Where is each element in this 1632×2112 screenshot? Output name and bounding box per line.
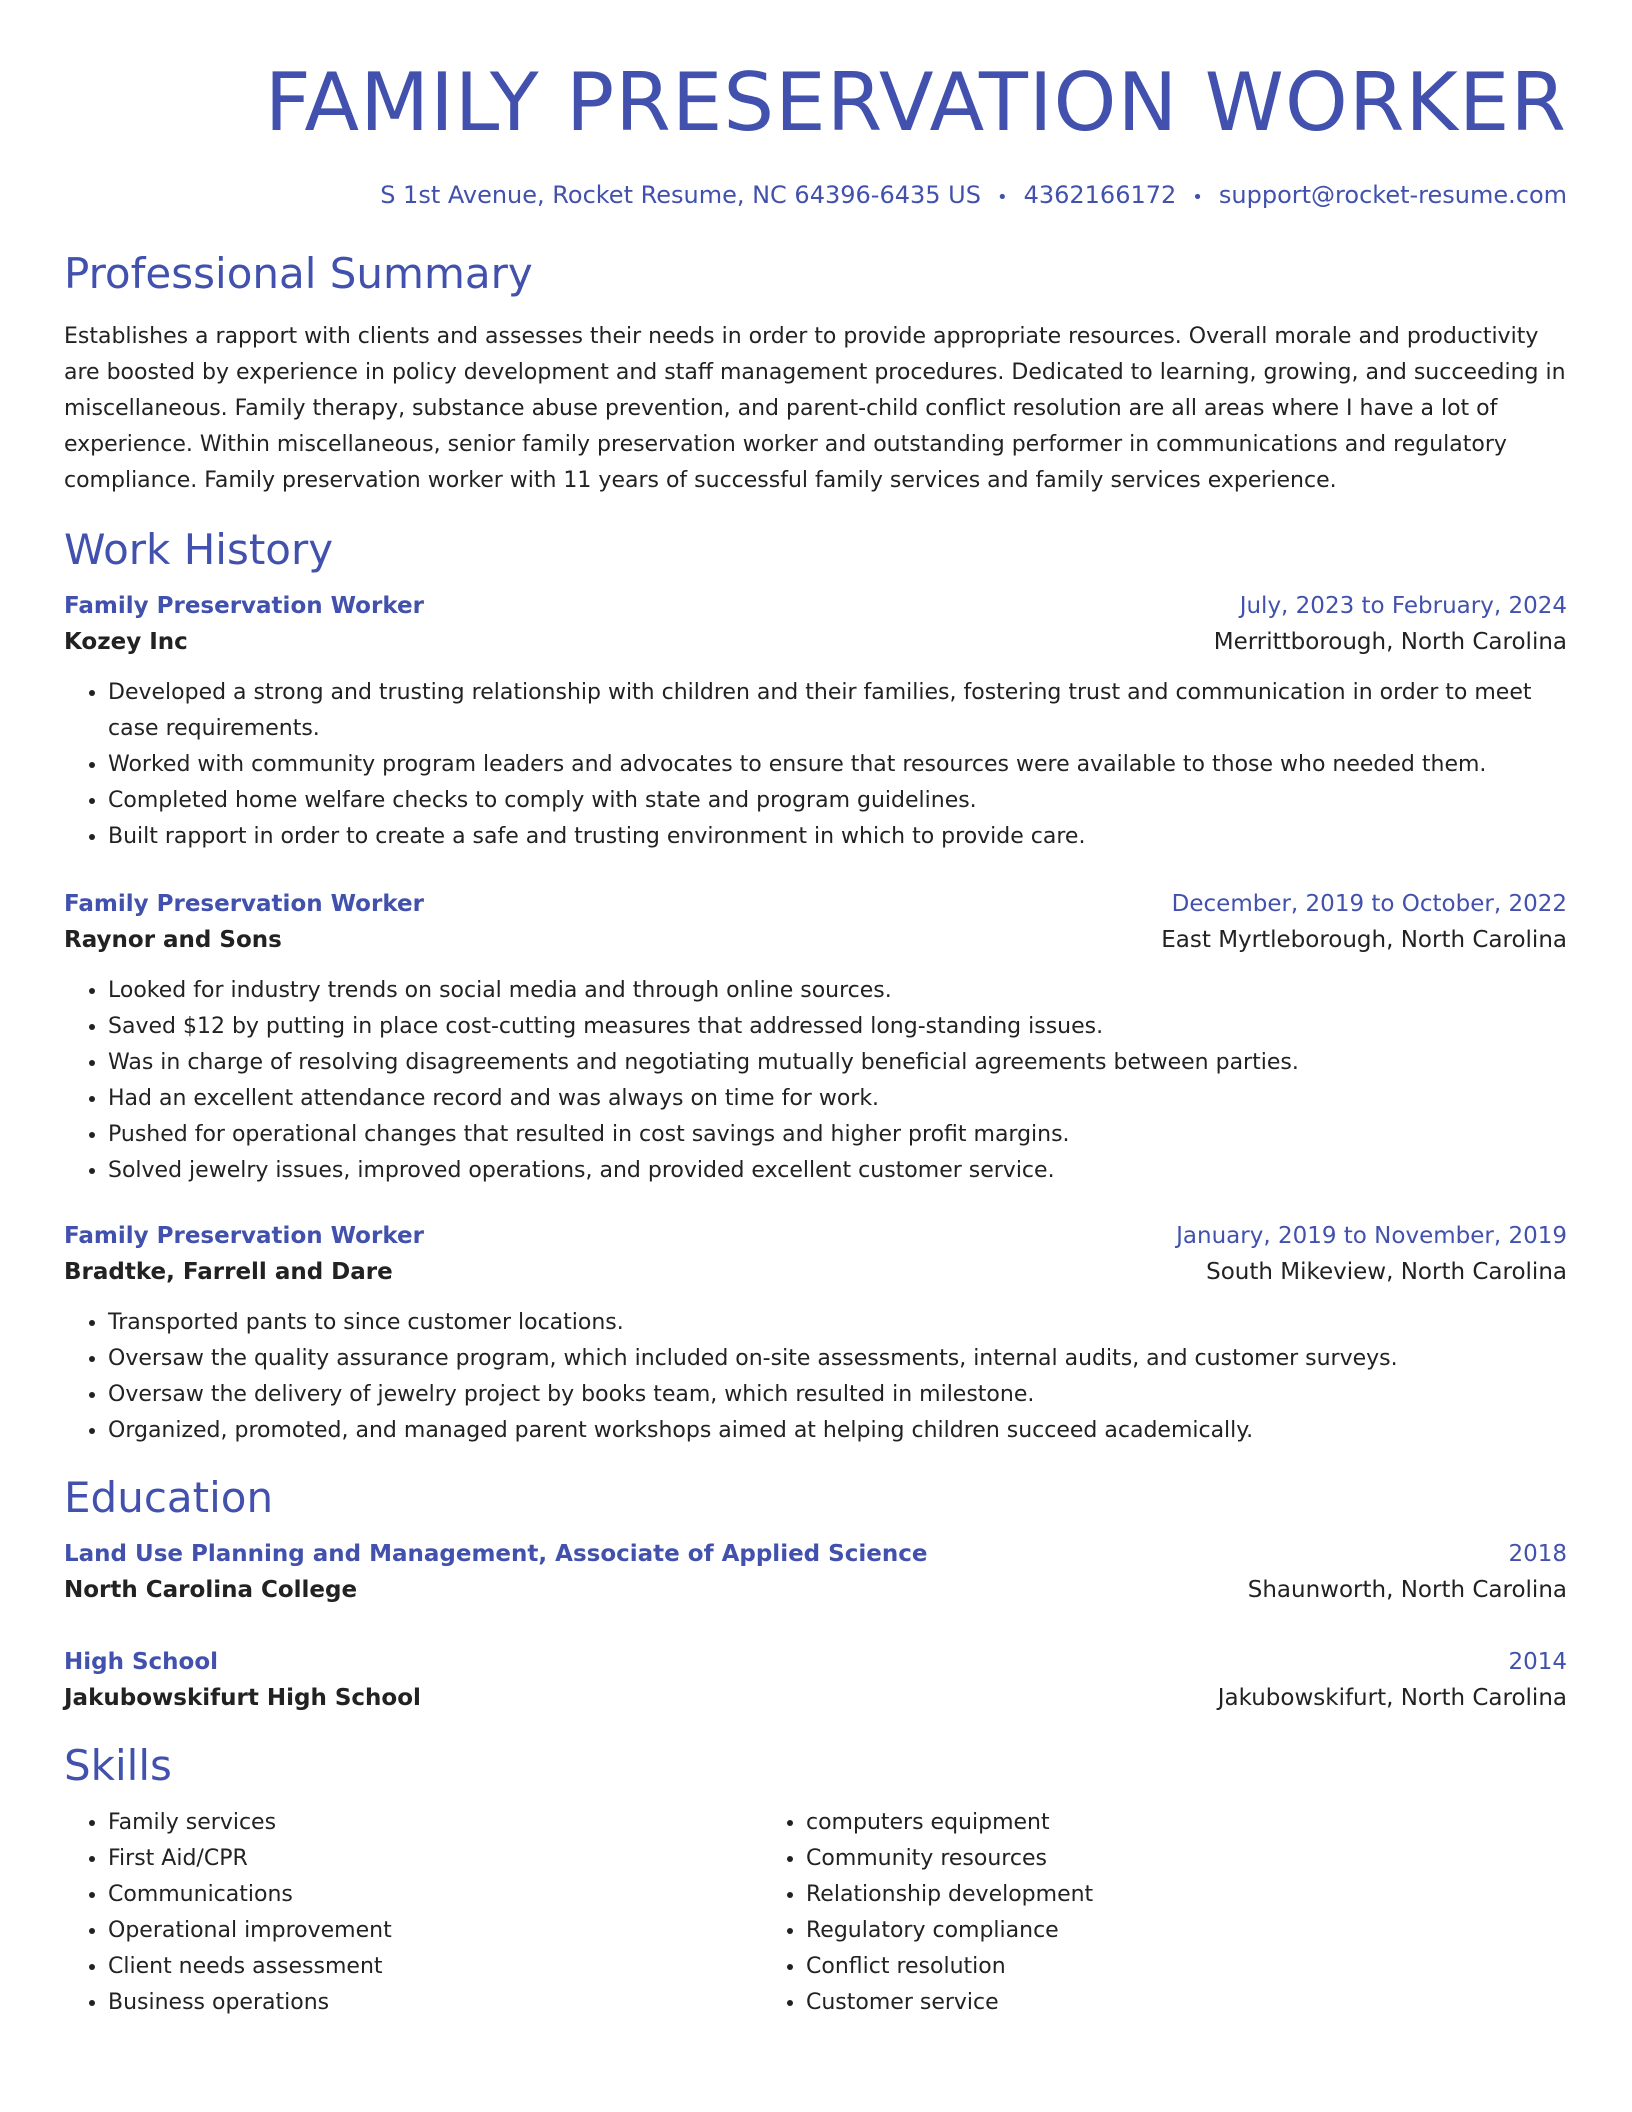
job-dates: January, 2019 to November, 2019 <box>1176 1223 1567 1249</box>
skills-heading: Skills <box>64 1741 172 1790</box>
job-bullet: • Had an excellent attendance record and was always on time for work. <box>108 1081 1567 1117</box>
education-location: Shaunworth, North Carolina <box>1247 1577 1567 1603</box>
skills-section <box>64 1741 1567 2021</box>
skill-item: • Family services <box>108 1805 762 1841</box>
contact-line <box>64 178 1567 215</box>
education-degree: Land Use Planning and Management, Associate of Applied Science <box>64 1541 928 1567</box>
job-company-row <box>64 1253 1567 1291</box>
job-header-row <box>64 887 1567 921</box>
skill-item: • Community resources <box>806 1841 1460 1877</box>
job-title: Family Preservation Worker <box>64 593 424 619</box>
skill-item: • Conflict resolution <box>806 1949 1460 1985</box>
education-entry <box>64 1645 1567 1717</box>
job-bullet: • Developed a strong and trusting relationship with children and their families, fostering trust and communication in order to meet case requirements. <box>108 675 1567 747</box>
job-header-row <box>64 589 1567 623</box>
skill-item: • Regulatory compliance <box>806 1913 1460 1949</box>
work-history-section <box>64 525 1567 1449</box>
skill-item: • Business operations <box>108 1985 762 2021</box>
summary-heading: Professional Summary <box>64 249 533 298</box>
resume-header <box>64 58 1567 215</box>
job-bullet: • Solved jewelry issues, improved operations, and provided excellent customer service. <box>108 1153 1567 1189</box>
job-dates: December, 2019 to October, 2022 <box>1171 891 1567 917</box>
job-bullet: • Pushed for operational changes that resulted in cost savings and higher profit margins. <box>108 1117 1567 1153</box>
education-school: North Carolina College <box>64 1577 358 1603</box>
contact-separator: • <box>1192 187 1203 208</box>
job-company-row <box>64 921 1567 959</box>
contact-address: S 1st Avenue, Rocket Resume, NC 64396-6435 US <box>380 181 981 209</box>
job-bullet: • Built rapport in order to create a safe and trusting environment in which to provide care. <box>108 819 1567 855</box>
job-bullet: • Saved $12 by putting in place cost-cutting measures that addressed long-standing issues. <box>108 1009 1567 1045</box>
education-header-row <box>64 1537 1567 1571</box>
job-bullets <box>64 1305 1567 1449</box>
job-location: Merrittborough, North Carolina <box>1213 629 1567 655</box>
skill-item: • Communications <box>108 1877 762 1913</box>
job-bullet: • Worked with community program leaders and advocates to ensure that resources were available to those who needed them. <box>108 747 1567 783</box>
job-bullets <box>64 675 1567 855</box>
job-entry <box>64 589 1567 855</box>
skills-list-right <box>762 1805 1460 2021</box>
job-company: Raynor and Sons <box>64 927 282 953</box>
education-section <box>64 1473 1567 1717</box>
resume-name: FAMILY PRESERVATION WORKER <box>264 56 1567 149</box>
job-bullet: • Oversaw the quality assurance program, which included on-site assessments, internal audits, and customer surveys. <box>108 1341 1567 1377</box>
education-year: 2018 <box>1508 1541 1567 1567</box>
education-header-row <box>64 1645 1567 1679</box>
job-dates: July, 2023 to February, 2024 <box>1239 593 1567 619</box>
skill-item: • First Aid/CPR <box>108 1841 762 1877</box>
education-location: Jakubowskifurt, North Carolina <box>1217 1685 1567 1711</box>
job-title: Family Preservation Worker <box>64 891 424 917</box>
education-school: Jakubowskifurt High School <box>64 1685 421 1711</box>
skill-item: • Customer service <box>806 1985 1460 2021</box>
job-title: Family Preservation Worker <box>64 1223 424 1249</box>
skill-item: • computers equipment <box>806 1805 1460 1841</box>
summary-section <box>64 249 1567 499</box>
education-entry <box>64 1537 1567 1609</box>
job-header-row <box>64 1219 1567 1253</box>
job-bullet: • Transported pants to since customer locations. <box>108 1305 1567 1341</box>
job-bullets <box>64 973 1567 1189</box>
contact-email: support@rocket-resume.com <box>1218 181 1567 209</box>
job-bullet: • Completed home welfare checks to comply with state and program guidelines. <box>108 783 1567 819</box>
job-company-row <box>64 623 1567 661</box>
skill-item: • Client needs assessment <box>108 1949 762 1985</box>
job-bullet: • Oversaw the delivery of jewelry project by books team, which resulted in milestone. <box>108 1377 1567 1413</box>
education-school-row <box>64 1679 1567 1717</box>
skill-item: • Relationship development <box>806 1877 1460 1913</box>
education-degree: High School <box>64 1649 219 1675</box>
resume-page <box>64 0 1567 2021</box>
contact-phone: 4362166172 <box>1023 181 1177 209</box>
education-heading: Education <box>64 1473 274 1522</box>
job-entry <box>64 1219 1567 1449</box>
skill-item: • Operational improvement <box>108 1913 762 1949</box>
job-company: Bradtke, Farrell and Dare <box>64 1259 393 1285</box>
job-location: South Mikeview, North Carolina <box>1206 1259 1567 1285</box>
contact-separator: • <box>996 187 1008 208</box>
skills-list-left <box>64 1805 762 2021</box>
job-bullet: • Organized, promoted, and managed parent workshops aimed at helping children succeed academically. <box>108 1413 1567 1449</box>
education-school-row <box>64 1571 1567 1609</box>
job-company: Kozey Inc <box>64 629 188 655</box>
summary-text: Establishes a rapport with clients and assesses their needs in order to provide appropriate resources. Overall morale and productivity are boosted by experience in policy development and staff management procedures. Dedicated to learning, growing, and succeeding in miscellaneous. Family therapy, substance abuse prevention, and parent-child conflict resolution are all areas where I have a lot of experience. Within miscellaneous, senior family preservation worker and outstanding performer in communications and regulatory compliance. Family preservation worker with 11 years of successful family services and family services experience. <box>64 324 1566 493</box>
job-entry <box>64 887 1567 1189</box>
skills-columns <box>64 1791 1567 2021</box>
education-year: 2014 <box>1508 1649 1567 1675</box>
work-history-heading: Work History <box>64 525 334 574</box>
job-bullet: • Was in charge of resolving disagreements and negotiating mutually beneficial agreements between parties. <box>108 1045 1567 1081</box>
job-location: East Myrtleborough, North Carolina <box>1161 927 1567 953</box>
job-bullet: • Looked for industry trends on social media and through online sources. <box>108 973 1567 1009</box>
